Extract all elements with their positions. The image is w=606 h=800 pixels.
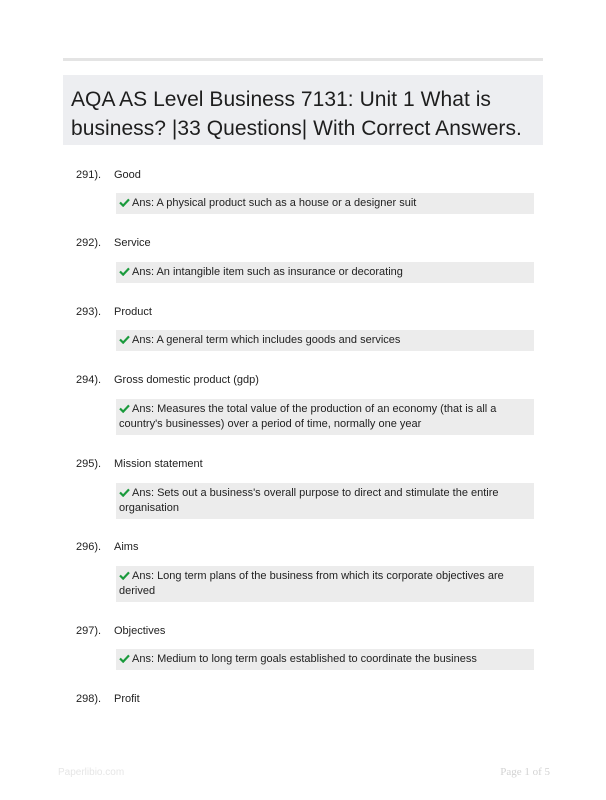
checkmark-icon (119, 267, 130, 276)
question-term: Aims (114, 541, 139, 553)
page-title: AQA AS Level Business 7131: Unit 1 What is business? |33 Questions| With Correct Answers. (71, 88, 522, 140)
answer-text: Ans: Long term plans of the business from which its corporate objectives are derived (119, 570, 504, 597)
question-term: Gross domestic product (gdp) (114, 374, 259, 386)
question-term: Good (114, 169, 141, 181)
answer-box (116, 193, 534, 214)
page-number: Page 1 of 5 (500, 766, 550, 778)
checkmark-icon (119, 335, 130, 344)
answer-text: Ans: Medium to long term goals established to coordinate the business (132, 653, 477, 665)
answer-text: Ans: Measures the total value of the production of an economy (that is all a country's businesses) over a period of time, normally one year (119, 403, 497, 430)
question-term: Objectives (114, 625, 166, 637)
answer-box (116, 649, 534, 670)
question-number: 291). (76, 169, 102, 181)
top-divider (63, 58, 543, 61)
question-number: 294). (76, 374, 102, 386)
answer-box (116, 399, 534, 435)
checkmark-icon (119, 404, 130, 413)
answer-text: Ans: An intangible item such as insurance or decorating (132, 266, 403, 278)
question-number: 298). (76, 693, 102, 705)
checkmark-icon (119, 488, 130, 497)
question-number: 292). (76, 237, 102, 249)
answer-text: Ans: A general term which includes goods and services (132, 334, 401, 346)
question-term: Mission statement (114, 458, 203, 470)
answer-text: Ans: Sets out a business's overall purpose to direct and stimulate the entire organisation (119, 487, 499, 514)
question-number: 297). (76, 625, 102, 637)
question-number: 293). (76, 306, 102, 318)
answer-box (116, 483, 534, 519)
answer-text: Ans: A physical product such as a house or a designer suit (132, 197, 417, 209)
checkmark-icon (119, 654, 130, 663)
answer-box (116, 262, 534, 283)
question-term: Profit (114, 693, 140, 705)
answer-box (116, 566, 534, 602)
question-number: 295). (76, 458, 102, 470)
answer-box (116, 330, 534, 351)
checkmark-icon (119, 198, 130, 207)
title-banner (63, 75, 543, 145)
footer-site-watermark: Paperlibio.com (58, 767, 125, 778)
question-term: Service (114, 237, 151, 249)
checkmark-icon (119, 571, 130, 580)
question-term: Product (114, 306, 152, 318)
question-number: 296). (76, 541, 102, 553)
